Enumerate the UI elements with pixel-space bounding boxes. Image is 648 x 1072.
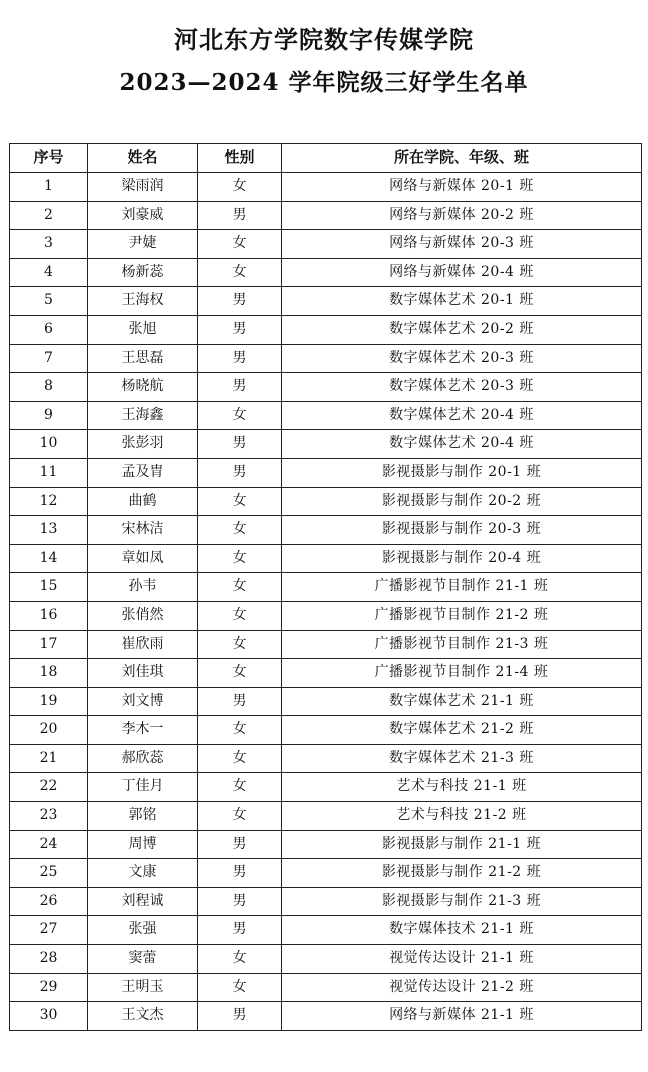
cell-class: 广播影视节目制作 21-3 班 [282, 630, 642, 659]
cell-gender: 女 [198, 487, 282, 516]
table-row [10, 716, 642, 745]
cell-name: 丁佳月 [88, 773, 198, 802]
table-row [10, 830, 642, 859]
cell-index: 23 [10, 802, 88, 831]
header-gender: 性别 [198, 144, 282, 173]
cell-class: 数字媒体艺术 21-2 班 [282, 716, 642, 745]
cell-name: 王海权 [88, 287, 198, 316]
cell-class: 网络与新媒体 20-2 班 [282, 201, 642, 230]
cell-name: 杨新蕊 [88, 258, 198, 287]
cell-class: 艺术与科技 21-2 班 [282, 802, 642, 831]
table-row [10, 315, 642, 344]
header-index: 序号 [10, 144, 88, 173]
cell-name: 梁雨润 [88, 173, 198, 202]
cell-class: 影视摄影与制作 21-3 班 [282, 887, 642, 916]
cell-name: 王文杰 [88, 1002, 198, 1031]
cell-name: 孟及胄 [88, 458, 198, 487]
cell-name: 张俏然 [88, 601, 198, 630]
cell-name: 李木一 [88, 716, 198, 745]
cell-gender: 男 [198, 916, 282, 945]
cell-index: 4 [10, 258, 88, 287]
cell-name: 文康 [88, 859, 198, 888]
cell-class: 影视摄影与制作 20-2 班 [282, 487, 642, 516]
table-row [10, 945, 642, 974]
cell-index: 11 [10, 458, 88, 487]
cell-name: 孙韦 [88, 573, 198, 602]
document-subtitle: 2023—2024 学年院级三好学生名单 [119, 69, 529, 96]
table-row [10, 916, 642, 945]
cell-gender: 男 [198, 373, 282, 402]
cell-gender: 女 [198, 230, 282, 259]
table-row [10, 973, 642, 1002]
cell-class: 数字媒体艺术 20-2 班 [282, 315, 642, 344]
cell-gender: 男 [198, 344, 282, 373]
cell-class: 数字媒体艺术 21-1 班 [282, 687, 642, 716]
table-row [10, 887, 642, 916]
cell-index: 2 [10, 201, 88, 230]
cell-index: 14 [10, 544, 88, 573]
cell-index: 17 [10, 630, 88, 659]
cell-class: 数字媒体艺术 20-3 班 [282, 344, 642, 373]
table-row [10, 344, 642, 373]
cell-index: 28 [10, 945, 88, 974]
cell-gender: 女 [198, 573, 282, 602]
cell-class: 网络与新媒体 21-1 班 [282, 1002, 642, 1031]
cell-class: 影视摄影与制作 20-4 班 [282, 544, 642, 573]
cell-gender: 女 [198, 773, 282, 802]
cell-name: 刘程诚 [88, 887, 198, 916]
cell-class: 影视摄影与制作 20-3 班 [282, 516, 642, 545]
cell-name: 张彭羽 [88, 430, 198, 459]
table-row [10, 173, 642, 202]
cell-gender: 女 [198, 973, 282, 1002]
cell-name: 曲鹤 [88, 487, 198, 516]
cell-class: 广播影视节目制作 21-2 班 [282, 601, 642, 630]
cell-gender: 女 [198, 659, 282, 688]
cell-gender: 男 [198, 458, 282, 487]
cell-name: 杨晓航 [88, 373, 198, 402]
cell-name: 周博 [88, 830, 198, 859]
cell-class: 影视摄影与制作 21-1 班 [282, 830, 642, 859]
cell-name: 王思磊 [88, 344, 198, 373]
cell-index: 18 [10, 659, 88, 688]
table-row [10, 687, 642, 716]
cell-gender: 女 [198, 401, 282, 430]
cell-name: 崔欣雨 [88, 630, 198, 659]
table-row [10, 287, 642, 316]
cell-gender: 男 [198, 430, 282, 459]
cell-index: 16 [10, 601, 88, 630]
table-row [10, 487, 642, 516]
cell-gender: 男 [198, 201, 282, 230]
table-row [10, 258, 642, 287]
table-row [10, 230, 642, 259]
cell-class: 网络与新媒体 20-4 班 [282, 258, 642, 287]
header-name: 姓名 [88, 144, 198, 173]
cell-gender: 女 [198, 544, 282, 573]
cell-class: 数字媒体艺术 21-3 班 [282, 744, 642, 773]
cell-gender: 女 [198, 601, 282, 630]
table-row [10, 773, 642, 802]
document-title: 河北东方学院数字传媒学院 [174, 25, 474, 54]
cell-index: 3 [10, 230, 88, 259]
cell-index: 1 [10, 173, 88, 202]
cell-index: 10 [10, 430, 88, 459]
cell-name: 王明玉 [88, 973, 198, 1002]
cell-index: 12 [10, 487, 88, 516]
cell-class: 数字媒体艺术 20-4 班 [282, 430, 642, 459]
table-row [10, 201, 642, 230]
cell-class: 网络与新媒体 20-3 班 [282, 230, 642, 259]
cell-name: 刘豪威 [88, 201, 198, 230]
cell-index: 24 [10, 830, 88, 859]
cell-gender: 男 [198, 287, 282, 316]
cell-name: 宋林洁 [88, 516, 198, 545]
cell-index: 20 [10, 716, 88, 745]
cell-class: 广播影视节目制作 21-4 班 [282, 659, 642, 688]
cell-gender: 女 [198, 630, 282, 659]
cell-gender: 男 [198, 687, 282, 716]
table-row [10, 458, 642, 487]
cell-class: 影视摄影与制作 21-2 班 [282, 859, 642, 888]
cell-index: 9 [10, 401, 88, 430]
cell-class: 网络与新媒体 20-1 班 [282, 173, 642, 202]
cell-index: 13 [10, 516, 88, 545]
cell-gender: 男 [198, 830, 282, 859]
table-row [10, 401, 642, 430]
table-row [10, 630, 642, 659]
cell-index: 7 [10, 344, 88, 373]
table-row [10, 659, 642, 688]
cell-gender: 女 [198, 258, 282, 287]
cell-index: 8 [10, 373, 88, 402]
table-row [10, 573, 642, 602]
student-roster-table [9, 143, 642, 1031]
cell-index: 22 [10, 773, 88, 802]
cell-name: 王海鑫 [88, 401, 198, 430]
cell-gender: 男 [198, 887, 282, 916]
cell-name: 张强 [88, 916, 198, 945]
cell-index: 26 [10, 887, 88, 916]
cell-gender: 女 [198, 744, 282, 773]
cell-class: 艺术与科技 21-1 班 [282, 773, 642, 802]
table-row [10, 802, 642, 831]
table-row [10, 544, 642, 573]
cell-index: 25 [10, 859, 88, 888]
table-row [10, 373, 642, 402]
cell-class: 广播影视节目制作 21-1 班 [282, 573, 642, 602]
cell-index: 5 [10, 287, 88, 316]
cell-class: 影视摄影与制作 20-1 班 [282, 458, 642, 487]
cell-gender: 女 [198, 173, 282, 202]
cell-gender: 男 [198, 315, 282, 344]
header-class: 所在学院、年级、班 [282, 144, 642, 173]
cell-gender: 男 [198, 859, 282, 888]
cell-name: 尹婕 [88, 230, 198, 259]
cell-class: 视觉传达设计 21-2 班 [282, 973, 642, 1002]
cell-gender: 女 [198, 716, 282, 745]
cell-class: 数字媒体技术 21-1 班 [282, 916, 642, 945]
table-header-row [10, 144, 642, 173]
table-row [10, 744, 642, 773]
cell-name: 刘佳琪 [88, 659, 198, 688]
cell-name: 郭铭 [88, 802, 198, 831]
cell-name: 郝欣蕊 [88, 744, 198, 773]
cell-name: 刘文博 [88, 687, 198, 716]
cell-index: 27 [10, 916, 88, 945]
table-row [10, 859, 642, 888]
cell-index: 29 [10, 973, 88, 1002]
table-row [10, 601, 642, 630]
cell-gender: 女 [198, 802, 282, 831]
cell-name: 章如凤 [88, 544, 198, 573]
cell-class: 数字媒体艺术 20-1 班 [282, 287, 642, 316]
cell-gender: 女 [198, 516, 282, 545]
cell-gender: 男 [198, 1002, 282, 1031]
cell-class: 数字媒体艺术 20-3 班 [282, 373, 642, 402]
cell-name: 窦蕾 [88, 945, 198, 974]
table-row [10, 1002, 642, 1031]
cell-index: 30 [10, 1002, 88, 1031]
cell-gender: 女 [198, 945, 282, 974]
cell-index: 21 [10, 744, 88, 773]
cell-index: 19 [10, 687, 88, 716]
cell-index: 6 [10, 315, 88, 344]
cell-class: 数字媒体艺术 20-4 班 [282, 401, 642, 430]
cell-name: 张旭 [88, 315, 198, 344]
table-row [10, 430, 642, 459]
table-row [10, 516, 642, 545]
cell-index: 15 [10, 573, 88, 602]
cell-class: 视觉传达设计 21-1 班 [282, 945, 642, 974]
